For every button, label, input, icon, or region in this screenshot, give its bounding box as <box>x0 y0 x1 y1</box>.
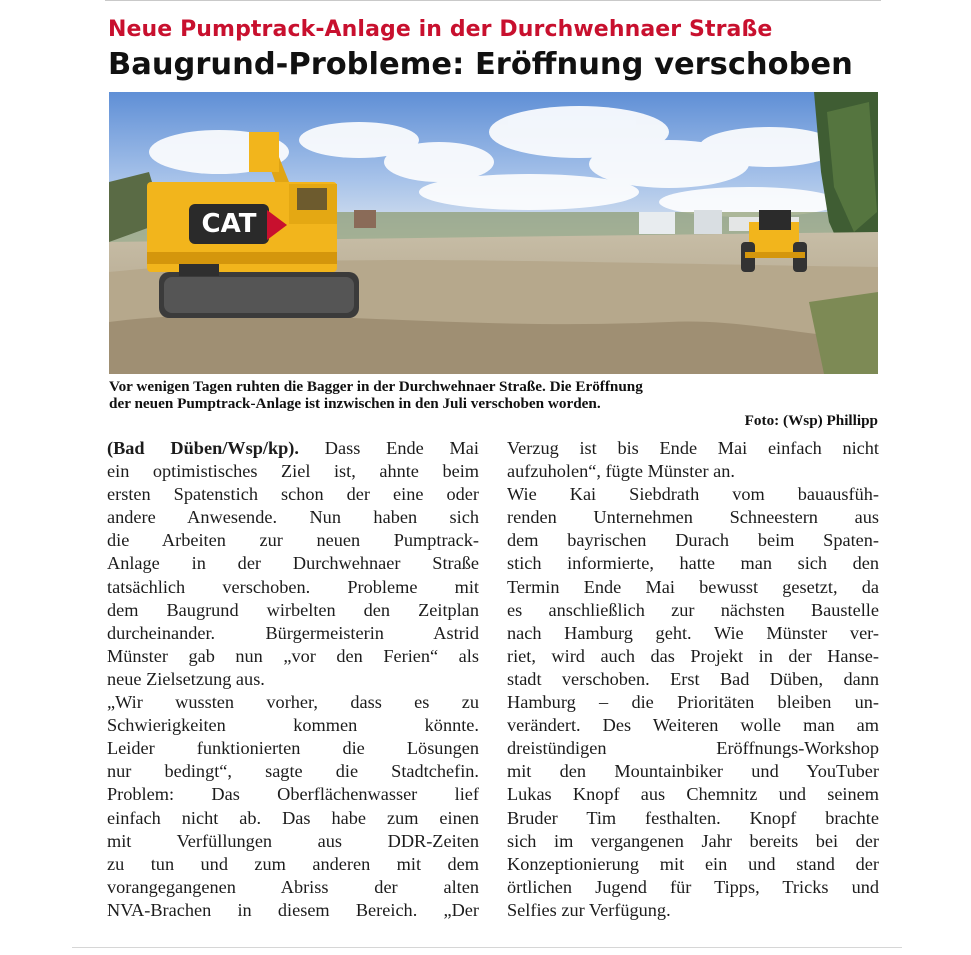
body-line: Verzug ist bis Ende Mai einfach nicht <box>507 438 879 458</box>
body-line: „Wir wussten vorher, dass es zu <box>107 692 479 713</box>
body-line: ein optimistisches Ziel ist, ahnte beim <box>107 461 479 482</box>
body-line: Termin Ende Mai bewusst gesetzt, da <box>507 576 879 597</box>
top-rule <box>105 0 881 7</box>
caption-line-2: der neuen Pumptrack-Anlage ist inzwischen in den Juli verschoben worden. <box>109 395 601 412</box>
photo-credit: Foto: (Wsp) Phillipp <box>744 412 878 429</box>
article-kicker: Neue Pumptrack-Anlage in der Durchwehnaer Straße <box>108 17 773 42</box>
body-line: zu tun und zum anderen mit dem <box>107 853 479 874</box>
body-line <box>107 437 479 460</box>
caption-line-1: Vor wenigen Tagen ruhten die Bagger in der Durchwehnaer Straße. Die Eröffnung <box>109 378 643 395</box>
body-line: mit den Mountainbiker und YouTuber <box>507 761 879 782</box>
body-line: es anschließlich zur nächsten Baustelle <box>507 599 879 620</box>
body-line: NVA-Brachen in diesem Bereich. „Der <box>107 899 479 920</box>
body-line: Anlage in der Durchwehnaer Straße <box>107 553 479 574</box>
cat-logo: CAT <box>201 209 257 239</box>
article-headline: Baugrund-Probleme: Eröffnung verschoben <box>108 47 853 82</box>
body-line: sich im vergangenen Jahr bereits bei der <box>507 830 879 851</box>
body-line: örtlichen Jugend für Tipps, Tricks und <box>507 876 879 897</box>
article-column-left <box>107 437 479 922</box>
body-line: Schwierigkeiten kommen könnte. <box>107 715 479 736</box>
body-line: Wie Kai Siebdrath vom bauausfüh- <box>507 484 879 505</box>
body-line: riet, wird auch das Projekt in der Hanse- <box>507 645 879 666</box>
article-column-right <box>507 437 879 922</box>
body-line: stich informierte, hatte man sich den <box>507 553 879 574</box>
body-line: nach Hamburg geht. Wie Münster ver- <box>507 622 879 643</box>
body-line: Leider funktionierten die Lösungen <box>107 738 479 759</box>
photo-caption <box>109 378 879 412</box>
bottom-rule <box>72 947 902 948</box>
body-line: neue Zielsetzung aus. <box>107 668 265 689</box>
body-line-text: Dass Ende Mai <box>298 438 479 458</box>
body-line: dreistündigen Eröffnungs-Workshop <box>507 738 879 759</box>
body-line: Münster gab nun „vor den Ferien“ als <box>107 645 479 666</box>
body-line: einfach nicht ab. Das habe zum einen <box>107 807 479 828</box>
body-line: Problem: Das Oberflächenwasser lief <box>107 784 479 805</box>
body-line: Selfies zur Verfügung. <box>507 899 671 920</box>
body-line: Hamburg – die Prioritäten bleiben un- <box>507 692 879 713</box>
article-photo <box>109 92 878 374</box>
body-line: andere Anwesende. Nun haben sich <box>107 507 479 528</box>
body-line: die Arbeiten zur neuen Pumptrack- <box>107 530 479 551</box>
body-line: renden Unternehmen Schneestern aus <box>507 507 879 528</box>
body-line: Konzeptionierung mit ein und stand der <box>507 853 879 874</box>
body-line: tatsächlich verschoben. Probleme mit <box>107 576 479 597</box>
body-line: nur bedingt“, sagte die Stadtchefin. <box>107 761 479 782</box>
body-line: durcheinander. Bürgermeisterin Astrid <box>107 622 479 643</box>
body-line: dem Baugrund wirbelten den Zeitplan <box>107 599 479 620</box>
body-line: Lukas Knopf aus Chemnitz und seinem <box>507 784 879 805</box>
body-line: mit Verfüllungen aus DDR-Zeiten <box>107 830 479 851</box>
body-line: Bruder Tim festhalten. Knopf brachte <box>507 807 879 828</box>
body-line: vorangegangenen Abriss der alten <box>107 876 479 897</box>
body-line: aufzuholen“, fügte Münster an. <box>507 461 735 482</box>
body-line: verändert. Des Weiteren wolle man am <box>507 715 879 736</box>
body-line: stadt verschoben. Erst Bad Düben, dann <box>507 668 879 689</box>
dateline: (Bad Düben/Wsp/kp). <box>107 438 299 458</box>
body-line: dem bayrischen Durach beim Spaten- <box>507 530 879 551</box>
body-line: ersten Spatenstich schon der eine oder <box>107 484 479 505</box>
